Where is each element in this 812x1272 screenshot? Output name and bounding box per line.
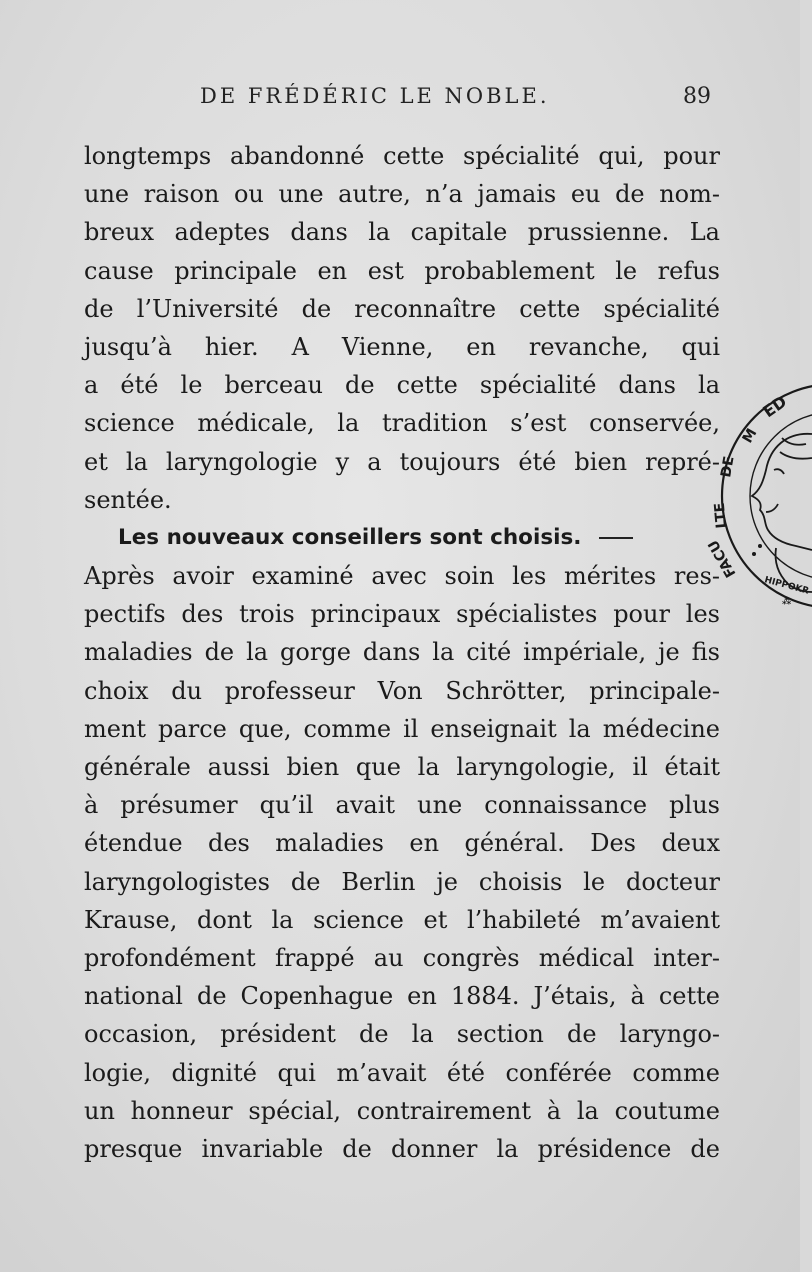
svg-text:ED: ED bbox=[759, 391, 791, 422]
svg-text:LTE: LTE bbox=[711, 502, 730, 530]
text-line: étendue des maladies en général. Des deux bbox=[84, 829, 720, 858]
text-line: une raison ou une autre, n’a jamais eu de nom- bbox=[84, 180, 720, 209]
text-line: profondément frappé au congrès médical inter- bbox=[84, 943, 720, 972]
text-line: cause principale en est probablement le refus bbox=[84, 256, 720, 285]
text-line: breux adeptes dans la capitale prussienne. La bbox=[84, 218, 720, 247]
text-line: pectifs des trois principaux spécialistes pour les bbox=[84, 600, 720, 629]
text-line: presque invariable de donner la présidence de bbox=[84, 1134, 720, 1163]
text-line: logie, dignité qui m’avait été conférée comme bbox=[84, 1058, 720, 1087]
text-line: a été le berceau de cette spécialité dans la bbox=[84, 371, 720, 400]
text-line: occasion, président de la section de laryngo- bbox=[84, 1020, 720, 1049]
text-line: sentée. bbox=[84, 485, 172, 514]
page-number: 89 bbox=[683, 84, 711, 109]
stamp-stars bbox=[752, 544, 762, 556]
svg-text:DE: DE bbox=[718, 455, 738, 479]
text-line: science médicale, la tradition s’est conservée, bbox=[84, 409, 720, 438]
svg-text:M: M bbox=[739, 425, 761, 446]
text-line: à présumer qu’il avait une connaissance plus bbox=[84, 791, 720, 820]
text-line: Après avoir examiné avec soin les mérites res- bbox=[84, 562, 720, 591]
running-title: DE FRÉDÉRIC LE NOBLE. bbox=[200, 84, 550, 108]
text-line: choix du professeur Von Schrötter, principale- bbox=[84, 676, 720, 705]
text-line: et la laryngologie y a toujours été bien repré- bbox=[84, 447, 720, 476]
svg-text:HIPPOKR: HIPPOKR bbox=[763, 575, 810, 597]
text-line: ment parce que, comme il enseignait la médecine bbox=[84, 714, 720, 743]
text-line: longtemps abandonné cette spécialité qui, pour bbox=[84, 142, 720, 170]
text-line: un honneur spécial, contrairement à la coutume bbox=[84, 1096, 720, 1125]
text-block bbox=[84, 137, 720, 1168]
heading-dash bbox=[599, 537, 633, 539]
stamp-portrait-icon bbox=[752, 434, 812, 592]
text-line: générale aussi bien que la laryngologie, il était bbox=[84, 753, 720, 781]
library-stamp bbox=[705, 378, 812, 616]
text-line: national de Copenhague en 1884. J’étais, à cette bbox=[84, 982, 720, 1011]
svg-text:⁂: ⁂ bbox=[782, 597, 792, 607]
section-heading bbox=[84, 519, 720, 557]
text-line: de l’Université de reconnaître cette spécialité bbox=[84, 294, 720, 323]
text-line: maladies de la gorge dans la cité impériale, je fis bbox=[84, 638, 720, 667]
text-line: jusqu’à hier. A Vienne, en revanche, qui bbox=[84, 332, 720, 361]
text-line: laryngologistes de Berlin je choisis le docteur bbox=[84, 867, 720, 896]
section-heading-text: Les nouveaux conseillers sont choisis. bbox=[118, 524, 582, 550]
text-line: Krause, dont la science et l’habileté m’avaient bbox=[84, 905, 720, 934]
svg-text:FACU: FACU bbox=[705, 536, 740, 580]
